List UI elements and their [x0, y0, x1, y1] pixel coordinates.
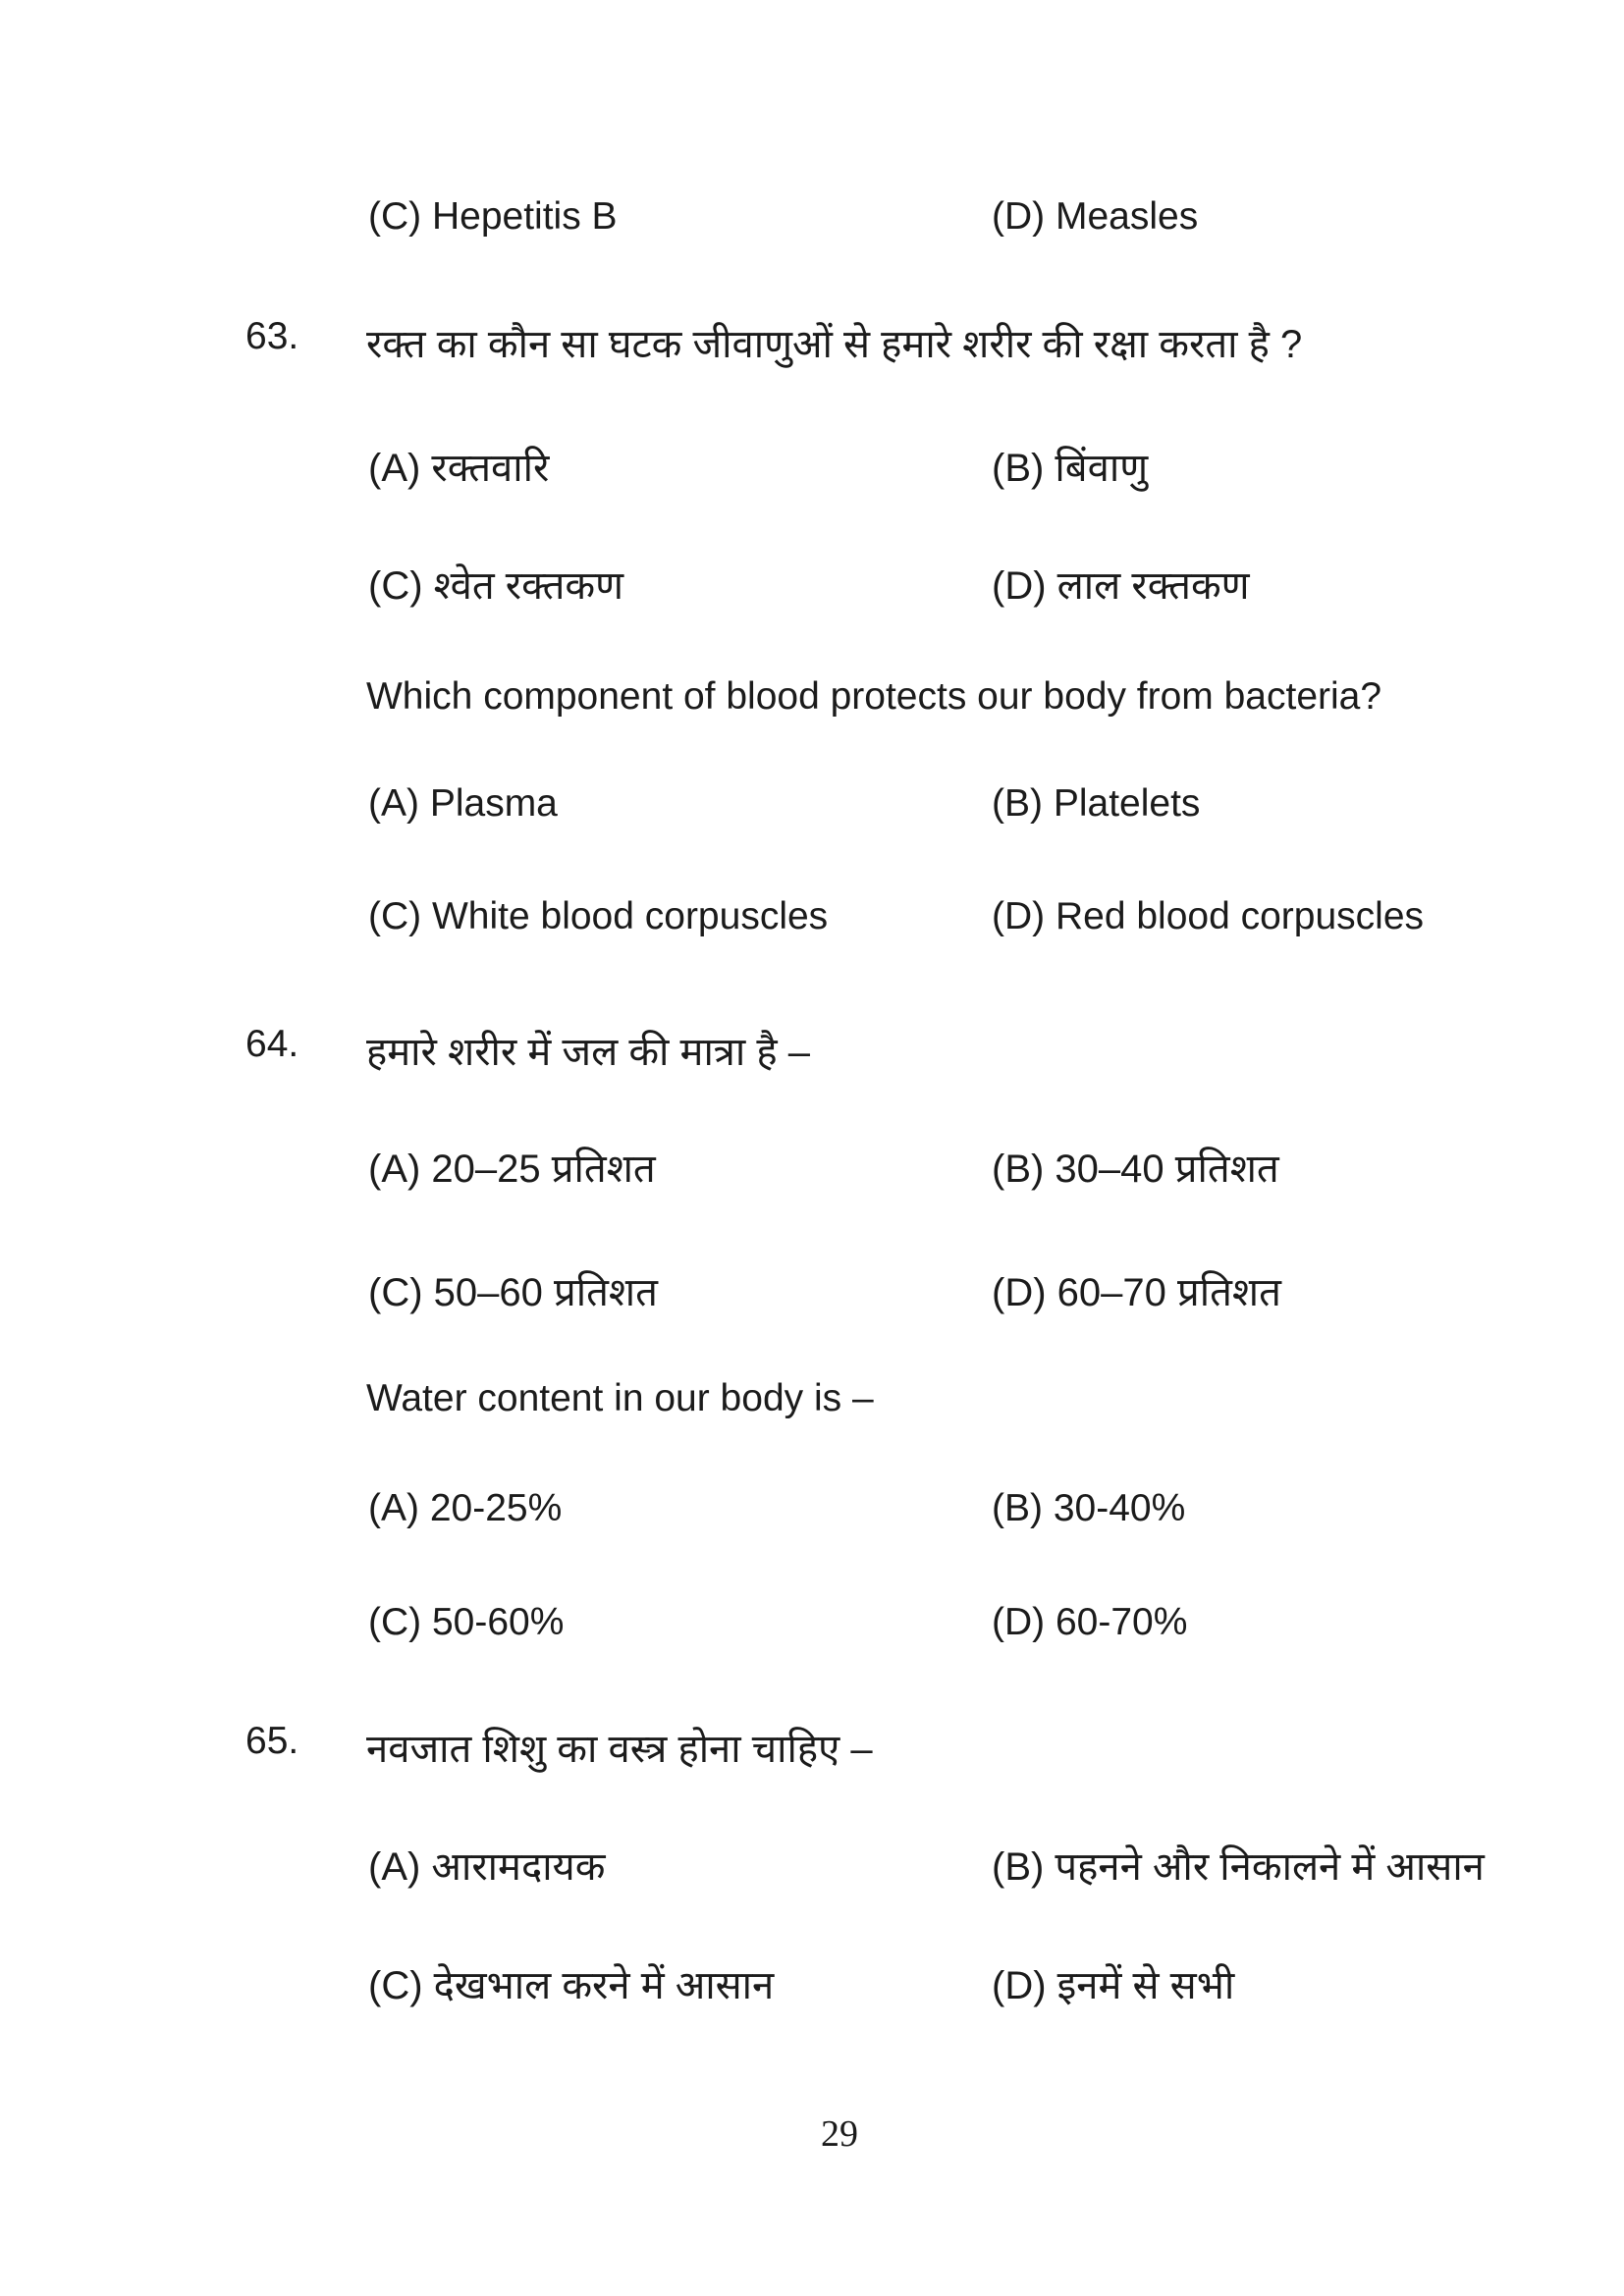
q64-option-c-hindi: (C) 50–60 प्रतिशत	[368, 1271, 658, 1314]
question-63-hindi-options-cd	[0, 557, 1624, 621]
q63-option-a-english: (A) Plasma	[368, 782, 558, 825]
q63-option-b-english: (B) Platelets	[992, 782, 1201, 825]
q63-option-c-hindi: (C) श्वेत रक्तकण	[368, 564, 624, 608]
q64-option-d-english: (D) 60-70%	[992, 1601, 1188, 1643]
question-63-hindi-options-ab	[0, 439, 1624, 504]
question-63-english-options-ab	[0, 782, 1624, 847]
q64-option-b-hindi: (B) 30–40 प्रतिशत	[992, 1148, 1279, 1191]
q65-option-d-hindi: (D) इनमें से सभी	[992, 1964, 1235, 2007]
q63-option-a-hindi: (A) रक्तवारि	[368, 447, 550, 490]
q63-option-c-english: (C) White blood corpuscles	[368, 895, 829, 937]
q63-option-d-hindi: (D) लाल रक्तकण	[992, 564, 1250, 608]
question-63-english-options-cd	[0, 895, 1624, 960]
q64-option-b-english: (B) 30-40%	[992, 1487, 1186, 1529]
q65-option-c-hindi: (C) देखभाल करने में आसान	[368, 1964, 775, 2007]
q63-option-b-hindi: (B) बिंवाणु	[992, 447, 1149, 490]
question-63-text-english: Which component of blood protects our body from bacteria?	[366, 675, 1382, 718]
question-64-text-hindi: हमारे शरीर में जल की मात्रा है –	[366, 1031, 810, 1074]
question-63-text-hindi: रक्त का कौन सा घटक जीवाणुओं से हमारे शरीर की रक्षा करता है ?	[366, 323, 1303, 366]
carryover-option-d: (D) Measles	[992, 195, 1199, 238]
question-64-hindi-options-cd	[0, 1263, 1624, 1328]
question-64-english-row	[0, 1377, 1624, 1442]
q64-option-a-hindi: (A) 20–25 प्रतिशत	[368, 1148, 656, 1191]
q64-option-a-english: (A) 20-25%	[368, 1487, 563, 1529]
question-63-hindi-row	[0, 315, 1624, 380]
carryover-options-row	[0, 195, 1624, 260]
question-65-hindi-options-cd	[0, 1956, 1624, 2021]
question-65-hindi-row	[0, 1720, 1624, 1785]
q64-option-d-hindi: (D) 60–70 प्रतिशत	[992, 1271, 1281, 1314]
question-65-text-hindi: नवजात शिशु का वस्त्र होना चाहिए –	[366, 1728, 873, 1771]
question-64-english-options-ab	[0, 1487, 1624, 1552]
question-64-number: 64.	[245, 1023, 299, 1065]
question-64-english-options-cd	[0, 1601, 1624, 1666]
q65-option-a-hindi: (A) आरामदायक	[368, 1845, 606, 1889]
question-63-english-row	[0, 675, 1624, 740]
question-65-number: 65.	[245, 1720, 299, 1762]
q63-option-d-english: (D) Red blood corpuscles	[992, 895, 1425, 937]
page-number: 29	[821, 2113, 858, 2155]
q64-option-c-english: (C) 50-60%	[368, 1601, 565, 1643]
question-64-text-english: Water content in our body is –	[366, 1377, 874, 1419]
question-64-hindi-options-ab	[0, 1140, 1624, 1204]
question-64-hindi-row	[0, 1023, 1624, 1088]
carryover-option-c: (C) Hepetitis B	[368, 195, 618, 238]
q65-option-b-hindi: (B) पहनने और निकालने में आसान	[992, 1845, 1485, 1889]
question-63-number: 63.	[245, 315, 299, 357]
question-65-hindi-options-ab	[0, 1838, 1624, 1902]
